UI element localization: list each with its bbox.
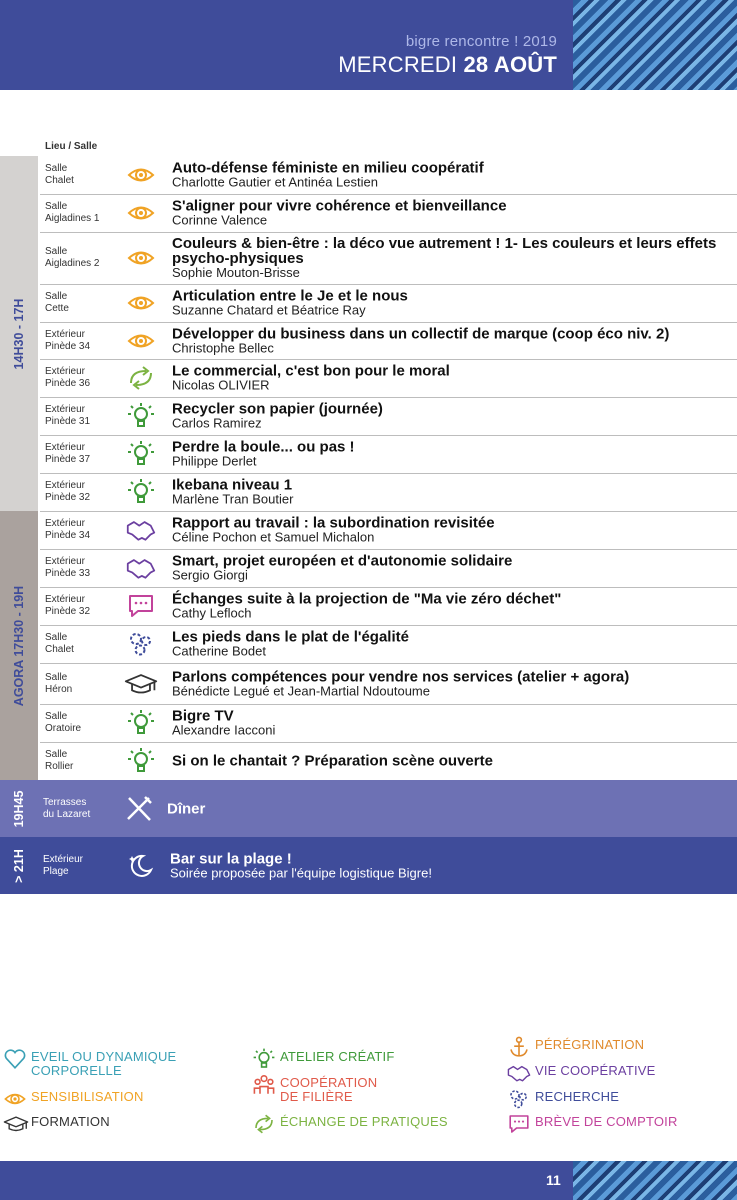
room-location [45, 404, 120, 428]
room-location [45, 163, 120, 187]
eye-icon [124, 161, 158, 189]
room-name: Aigladines 1 [45, 213, 100, 224]
legend-label: VIE COOPÉRATIVE [535, 1063, 656, 1078]
session-info [172, 161, 732, 190]
room-location [45, 480, 120, 504]
room-type: Salle [45, 163, 68, 174]
gears-icon [507, 1087, 531, 1109]
session-speakers: Catherine Bodet [172, 643, 266, 659]
table-row [38, 837, 737, 894]
session-speakers: Soirée proposée par l'équipe logistique Bigre! [170, 865, 432, 880]
eye-icon [124, 244, 158, 272]
handshake-icon [507, 1061, 531, 1083]
session-info [172, 289, 732, 318]
table-row [40, 194, 737, 233]
header-date-value: 28 AOÛT [463, 52, 557, 77]
session-info [172, 754, 732, 769]
room-name: Chalet [45, 175, 74, 186]
legend-label: ATELIER CRÉATIF [280, 1049, 395, 1064]
session-info [172, 199, 732, 228]
room-type: Salle [45, 671, 68, 683]
session-title: Bigre TV [172, 707, 234, 725]
session-title: Articulation entre le Je et le nous [172, 287, 408, 305]
room-location [45, 329, 120, 353]
session-info [172, 630, 732, 659]
table-row [40, 587, 737, 626]
speech-bubble-icon [124, 592, 158, 620]
session-speakers: Nicolas OLIVIER [172, 377, 270, 393]
handshake-icon [124, 554, 158, 582]
room-name: Pinède 37 [45, 454, 91, 465]
lieu-column-header: Lieu / Salle [45, 141, 98, 152]
eye-icon [124, 289, 158, 317]
session-title: Smart, projet européen et d'autonomie solidaire [172, 552, 513, 570]
room-location [45, 749, 120, 773]
session-info [170, 851, 730, 880]
session-title: S'aligner pour vivre cohérence et bienveillance [172, 197, 507, 215]
page-number: 11 [546, 1172, 561, 1188]
table-row [40, 511, 737, 550]
session-title: Développer du business dans un collectif de marque (coop éco niv. 2) [172, 325, 670, 342]
room-name: du Lazaret [43, 808, 91, 820]
legend-label: EVEIL OU DYNAMIQUE CORPORELLE [31, 1049, 177, 1078]
room-location [45, 594, 120, 618]
session-info [172, 326, 732, 355]
session-title: Dîner [167, 800, 206, 817]
speech-bubble-icon [507, 1112, 531, 1134]
room-location [45, 556, 120, 580]
session-title: Échanges suite à la projection de "Ma vie zéro déchet" [172, 590, 562, 608]
session-title: Ikebana niveau 1 [172, 476, 293, 494]
graduation-cap-icon [3, 1112, 27, 1134]
session-speakers: Céline Pochon et Samuel Michalon [172, 529, 375, 545]
page-footer [0, 1161, 737, 1200]
session-title: Le commercial, c'est bon pour le moral [172, 362, 450, 380]
session-speakers: Marlène Tran Boutier [172, 491, 294, 507]
graduation-cap-icon [124, 670, 158, 698]
time-band-label: 19H45 [12, 790, 26, 827]
time-band-label: > 21H [12, 848, 26, 883]
room-type: Extérieur [45, 594, 86, 605]
room-name: Héron [45, 683, 73, 695]
room-type: Terrasses [43, 796, 87, 808]
session-speakers: Suzanne Chatard et Béatrice Ray [172, 302, 366, 318]
gears-icon [124, 630, 158, 658]
room-type: Extérieur [45, 556, 86, 567]
room-name: Pinède 32 [45, 492, 91, 503]
room-type: Extérieur [45, 404, 86, 415]
table-row [40, 435, 737, 474]
table-row [40, 359, 737, 398]
session-title: Perdre la boule... ou pas ! [172, 438, 355, 456]
room-name: Cette [45, 303, 69, 314]
session-speakers: Charlotte Gautier et Antinéa Lestien [172, 174, 378, 190]
session-title: Si on le chantait ? Préparation scène ouverte [172, 752, 493, 770]
session-speakers: Sergio Giorgi [172, 567, 248, 583]
lightbulb-icon [124, 709, 158, 737]
eye-icon [3, 1087, 27, 1109]
room-name: Pinède 34 [45, 340, 91, 352]
anchor-icon [507, 1035, 531, 1057]
table-row [40, 284, 737, 323]
room-location [45, 518, 120, 542]
time-band-agora [0, 511, 38, 780]
table-row [40, 742, 737, 781]
moon-icon [122, 852, 156, 880]
room-location [45, 291, 120, 315]
session-speakers: Alexandre Iacconi [172, 722, 276, 738]
session-title: Rapport au travail : la subordination revisitée [172, 514, 495, 532]
session-info [167, 801, 727, 816]
handshake-icon [124, 516, 158, 544]
session-speakers: Philippe Derlet [172, 453, 257, 469]
session-info [172, 402, 732, 431]
legend-label: RECHERCHE [535, 1089, 620, 1104]
room-type: Extérieur [45, 518, 86, 529]
room-location [45, 201, 120, 225]
legend-label: PÉRÉGRINATION [535, 1037, 645, 1052]
room-location [45, 632, 120, 656]
table-row [40, 322, 737, 360]
session-info [172, 709, 732, 738]
session-info [172, 592, 732, 621]
people-icon [252, 1073, 276, 1095]
lightbulb-icon [252, 1047, 276, 1069]
legend-label: FORMATION [31, 1114, 110, 1129]
session-speakers: Bénédicte Legué et Jean-Martial Ndoutoume [172, 683, 430, 698]
eye-icon [124, 327, 158, 355]
session-title: Couleurs & bien-être : la déco vue autrement ! 1- Les couleurs et leurs effets psycho-physiques [172, 235, 717, 267]
room-type: Extérieur [45, 366, 86, 377]
room-location [45, 366, 120, 390]
lightbulb-icon [124, 478, 158, 506]
room-location [45, 711, 120, 735]
session-info [172, 364, 732, 393]
fork-knife-icon [122, 795, 156, 823]
room-type: Extérieur [45, 442, 86, 453]
room-name: Plage [43, 865, 69, 877]
legend-label: BRÈVE DE COMPTOIR [535, 1114, 678, 1129]
session-info [172, 669, 732, 698]
room-type: Salle [45, 711, 68, 722]
session-speakers: Sophie Mouton-Brisse [172, 265, 300, 280]
rope-photo [573, 1161, 737, 1200]
room-name: Oratoire [45, 723, 82, 734]
room-type: Extérieur [45, 480, 86, 491]
session-title: Parlons compétences pour vendre nos services (atelier + agora) [172, 668, 630, 685]
room-name: Pinède 32 [45, 606, 91, 617]
exchange-arrows-icon [252, 1112, 276, 1134]
room-type: Salle [45, 201, 68, 212]
legend-label: COOPÉRATION DE FILIÈRE [280, 1075, 378, 1104]
header-text [338, 33, 557, 78]
time-band-afternoon [0, 156, 38, 511]
session-title: Bar sur la plage ! [170, 850, 292, 867]
room-name: Rollier [45, 761, 74, 772]
room-location [45, 246, 120, 270]
room-type: Salle [45, 291, 68, 302]
table-row [40, 156, 737, 195]
room-location [43, 854, 118, 878]
lightbulb-icon [124, 402, 158, 430]
time-band-label: 14H30 - 17H [12, 298, 26, 369]
lightbulb-icon [124, 440, 158, 468]
room-type: Extérieur [43, 853, 84, 865]
room-type: Extérieur [45, 328, 86, 340]
session-info [172, 478, 732, 507]
table-row [38, 780, 737, 837]
room-type: Salle [45, 632, 68, 643]
session-title: Recycler son papier (journée) [172, 400, 383, 418]
room-name: Pinède 34 [45, 530, 91, 541]
legend-label: ÉCHANGE DE PRATIQUES [280, 1114, 448, 1129]
table-row [40, 625, 737, 664]
room-location [45, 672, 120, 696]
session-info [172, 440, 732, 469]
session-speakers: Cathy Lefloch [172, 605, 252, 621]
time-band-dinner [0, 780, 38, 837]
room-location [45, 442, 120, 466]
room-type: Salle [45, 749, 68, 760]
table-row [40, 397, 737, 436]
room-name: Chalet [45, 644, 74, 655]
exchange-arrows-icon [124, 364, 158, 392]
legend-label: SENSIBILISATION [31, 1089, 144, 1104]
time-band-label: AGORA 17H30 - 19H [12, 585, 26, 706]
heart-icon [3, 1047, 27, 1069]
header-date [338, 52, 557, 78]
room-name: Pinède 31 [45, 416, 91, 427]
room-name: Pinède 33 [45, 568, 91, 579]
room-type: Salle [45, 246, 68, 257]
header-subtitle: bigre rencontre ! 2019 [405, 33, 557, 50]
session-info [172, 554, 732, 583]
session-title: Auto-défense féministe en milieu coopératif [172, 159, 484, 177]
room-name: Pinède 36 [45, 378, 91, 389]
lightbulb-icon [124, 747, 158, 775]
session-speakers: Christophe Bellec [172, 340, 274, 355]
table-row [40, 232, 737, 285]
header-day: MERCREDI [338, 52, 458, 77]
time-band-evening [0, 837, 38, 894]
category-legend [0, 1030, 737, 1140]
table-row [40, 663, 737, 705]
session-speakers: Carlos Ramirez [172, 415, 262, 431]
session-speakers: Corinne Valence [172, 212, 268, 228]
rope-photo [573, 0, 737, 90]
session-info [172, 516, 732, 545]
table-row [40, 549, 737, 588]
session-info [172, 236, 732, 280]
eye-icon [124, 199, 158, 227]
room-name: Aigladines 2 [45, 258, 100, 269]
session-title: Les pieds dans le plat de l'égalité [172, 628, 409, 646]
table-row [40, 704, 737, 743]
room-location [43, 797, 118, 821]
page-header [0, 0, 737, 90]
table-row [40, 473, 737, 512]
